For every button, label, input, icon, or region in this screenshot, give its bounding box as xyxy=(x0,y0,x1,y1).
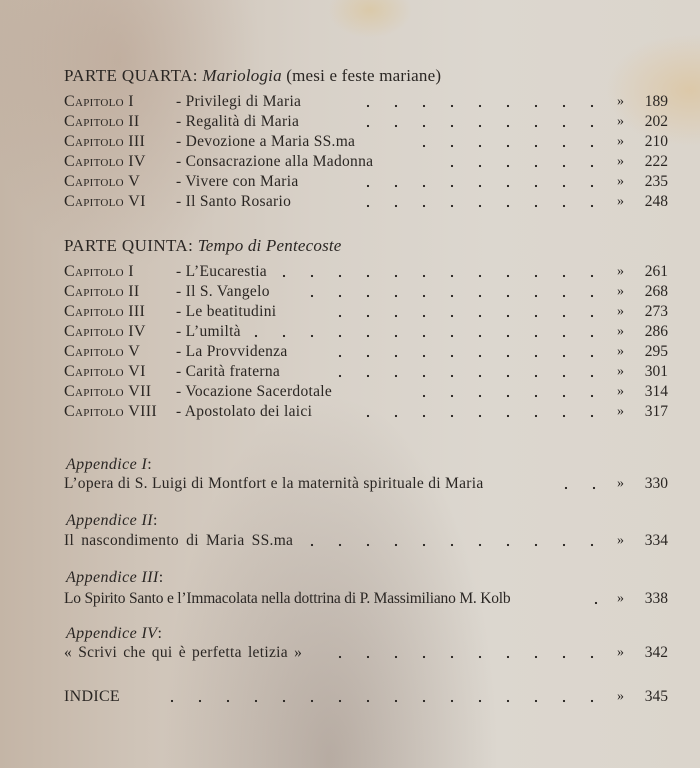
chapter-title: - Regalità di Maria xyxy=(176,113,300,130)
chapter-label: Capitolo VIII xyxy=(64,403,157,420)
dot-leader xyxy=(438,152,609,172)
chapter-title: - Devozione a Maria SS.ma xyxy=(176,133,356,150)
dot-leader xyxy=(298,282,609,302)
page-number: 317 xyxy=(644,403,668,420)
page-number: 334 xyxy=(644,532,668,549)
chapter-label: Capitolo II xyxy=(64,283,140,300)
page-number: 222 xyxy=(644,153,668,170)
toc-entry-index[interactable] xyxy=(64,687,668,707)
page-marker: » xyxy=(617,476,624,491)
dot-leader xyxy=(552,474,609,494)
part-heading-quinta xyxy=(64,236,342,256)
dot-leader xyxy=(298,531,609,551)
appendix-title: « Scrivi che qui è perfetta letizia » xyxy=(64,644,303,661)
toc-entry[interactable] xyxy=(64,282,668,302)
appendix-title: Il nascondimento di Maria SS.ma xyxy=(64,532,294,549)
toc-entry[interactable] xyxy=(64,132,668,152)
appendix-heading: Appendice II: xyxy=(66,512,158,529)
page-number: 295 xyxy=(644,343,668,360)
page-marker: » xyxy=(617,689,624,704)
page-marker: » xyxy=(617,591,624,606)
page-marker: » xyxy=(617,404,624,419)
chapter-label: Capitolo II xyxy=(64,113,140,130)
chapter-title: - Il Santo Rosario xyxy=(176,193,292,210)
chapter-label: Capitolo III xyxy=(64,303,146,320)
chapter-label: Capitolo V xyxy=(64,173,141,190)
appendix-heading: Appendice I: xyxy=(66,456,153,473)
chapter-title: - Privilegi di Maria xyxy=(176,93,302,110)
dot-leader xyxy=(326,302,609,322)
toc-entry[interactable] xyxy=(64,92,668,112)
page-marker: » xyxy=(617,344,624,359)
page-marker: » xyxy=(617,284,624,299)
dot-leader xyxy=(354,192,609,212)
page-marker: » xyxy=(617,134,624,149)
dot-leader xyxy=(242,322,609,342)
page-marker: » xyxy=(617,645,624,660)
index-title: INDICE xyxy=(64,688,121,705)
toc-entry[interactable] xyxy=(64,402,668,422)
toc-entry[interactable] xyxy=(64,302,668,322)
chapter-title: - Vocazione Sacerdotale xyxy=(176,383,333,400)
page-number: 210 xyxy=(644,133,668,150)
page-marker: » xyxy=(617,304,624,319)
dot-leader xyxy=(354,172,609,192)
page-marker: » xyxy=(617,364,624,379)
toc-entry[interactable] xyxy=(64,342,668,362)
toc-entry[interactable] xyxy=(64,643,668,663)
chapter-label: Capitolo VII xyxy=(64,383,152,400)
toc-entry[interactable] xyxy=(64,382,668,402)
toc-entry[interactable] xyxy=(64,322,668,342)
toc-entry[interactable] xyxy=(64,172,668,192)
toc-entry[interactable] xyxy=(64,474,668,494)
page-marker: » xyxy=(617,114,624,129)
chapter-title: - La Provvidenza xyxy=(176,343,288,360)
page-number: 202 xyxy=(644,113,668,130)
appendix-title: L’opera di S. Luigi di Montfort e la maternità spirituale di Maria xyxy=(64,475,484,492)
page-number: 261 xyxy=(644,263,668,280)
chapter-title: - Carità fraterna xyxy=(176,363,281,380)
page-marker: » xyxy=(617,94,624,109)
part-heading-quarta xyxy=(64,66,441,86)
page-number: 273 xyxy=(644,303,668,320)
dot-leader xyxy=(326,342,609,362)
page-number: 330 xyxy=(644,475,668,492)
page-number: 342 xyxy=(644,644,668,661)
page-marker: » xyxy=(617,533,624,548)
part-label: PARTE QUINTA: xyxy=(64,236,194,255)
page-number: 286 xyxy=(644,323,668,340)
chapter-title: - L’Eucarestia xyxy=(176,263,267,280)
toc-entry[interactable] xyxy=(64,531,668,551)
page-marker: » xyxy=(617,264,624,279)
page-marker: » xyxy=(617,174,624,189)
part-subtitle-italic: Tempo di Pentecoste xyxy=(197,236,342,255)
appendix-heading: Appendice IV: xyxy=(66,625,163,642)
chapter-title: - Le beatitudini xyxy=(176,303,277,320)
chapter-label: Capitolo IV xyxy=(64,323,146,340)
toc-entry[interactable] xyxy=(64,362,668,382)
page-number: 235 xyxy=(644,173,668,190)
page-marker: » xyxy=(617,154,624,169)
toc-entry[interactable] xyxy=(64,589,668,609)
dot-leader xyxy=(158,687,609,707)
chapter-label: Capitolo III xyxy=(64,133,146,150)
toc-entry[interactable] xyxy=(64,112,668,132)
page-marker: » xyxy=(617,384,624,399)
toc-entry[interactable] xyxy=(64,152,668,172)
dot-leader xyxy=(410,132,609,152)
toc-entry[interactable] xyxy=(64,262,668,282)
page-number: 301 xyxy=(644,363,668,380)
dot-leader xyxy=(326,643,609,663)
part-label: PARTE QUARTA: xyxy=(64,66,198,85)
dot-leader xyxy=(410,382,609,402)
page-number: 248 xyxy=(644,193,668,210)
chapter-label: Capitolo V xyxy=(64,343,141,360)
chapter-title: - Il S. Vangelo xyxy=(176,283,270,300)
chapter-label: Capitolo VI xyxy=(64,193,146,210)
dot-leader xyxy=(354,402,609,422)
chapter-title: - Vivere con Maria xyxy=(176,173,299,190)
dot-leader xyxy=(582,589,609,609)
part-subtitle-rest: (mesi e feste mariane) xyxy=(286,66,442,85)
page-number: 268 xyxy=(644,283,668,300)
dot-leader xyxy=(354,112,609,132)
chapter-label: Capitolo VI xyxy=(64,363,146,380)
chapter-title: - Consacrazione alla Madonna xyxy=(176,153,374,170)
chapter-title: - Apostolato dei laici xyxy=(176,403,313,420)
page-number: 338 xyxy=(644,590,668,607)
page-marker: » xyxy=(617,324,624,339)
appendix-heading: Appendice III: xyxy=(66,569,164,586)
part-subtitle-italic: Mariologia xyxy=(202,66,282,85)
appendix-title: Lo Spirito Santo e l’Immacolata nella dottrina di P. Massimiliano M. Kolb xyxy=(64,590,511,607)
chapter-title: - L’umiltà xyxy=(176,323,241,340)
page-number: 314 xyxy=(644,383,668,400)
dot-leader xyxy=(326,362,609,382)
dot-leader xyxy=(270,262,609,282)
chapter-label: Capitolo I xyxy=(64,263,134,280)
toc-entry[interactable] xyxy=(64,192,668,212)
page-number: 189 xyxy=(644,93,668,110)
dot-leader xyxy=(354,92,609,112)
page-number: 345 xyxy=(644,688,668,705)
page-marker: » xyxy=(617,194,624,209)
chapter-label: Capitolo I xyxy=(64,93,134,110)
chapter-label: Capitolo IV xyxy=(64,153,146,170)
